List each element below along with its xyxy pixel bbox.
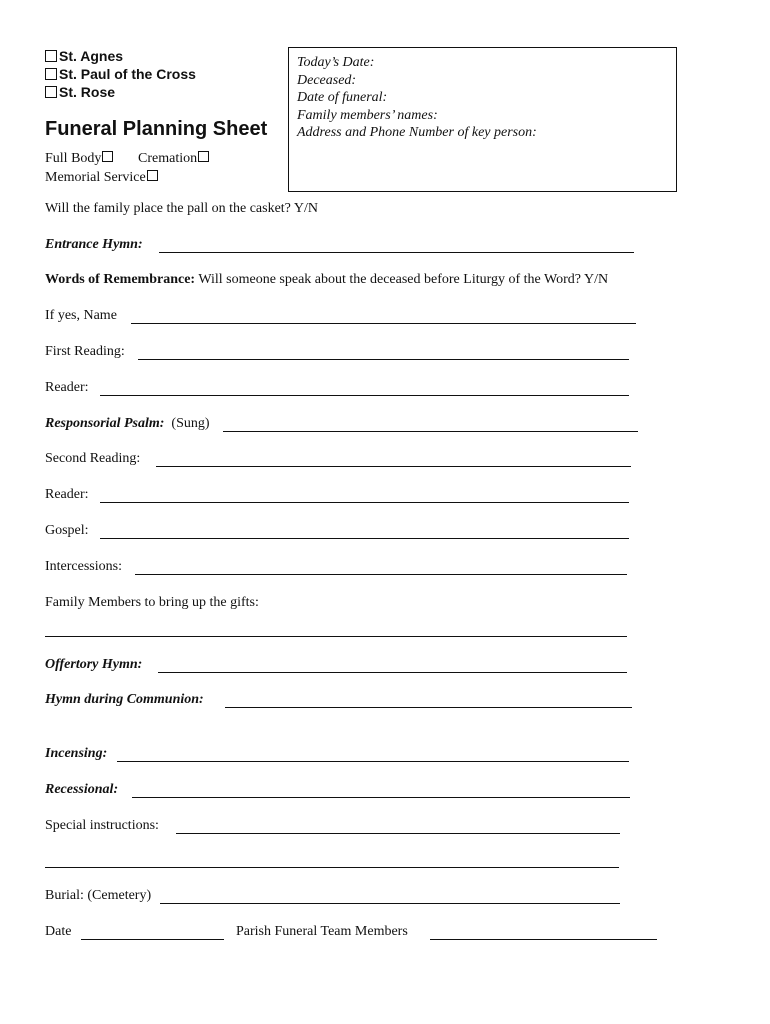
team-members-field[interactable] (430, 939, 657, 940)
date-label: Date (45, 924, 72, 939)
psalm-label: Responsorial Psalm: (45, 416, 165, 431)
offertory-label: Offertory Hymn: (45, 657, 143, 672)
reader-2-label: Reader: (45, 487, 89, 502)
option-label: Memorial Service (45, 170, 146, 185)
burial-label: Burial: (Cemetery) (45, 888, 152, 903)
reader-1-field[interactable] (100, 395, 629, 396)
key-person-label: Address and Phone Number of key person: (297, 125, 537, 140)
date-field[interactable] (81, 939, 224, 940)
second-reading-label: Second Reading: (45, 451, 141, 466)
page-title: Funeral Planning Sheet (45, 118, 268, 140)
option-full-body[interactable] (45, 151, 113, 167)
gifts-label: Family Members to bring up the gifts: (45, 595, 259, 610)
psalm-note: (Sung) (171, 416, 210, 431)
gospel-field[interactable] (100, 538, 629, 539)
communion-row (45, 690, 204, 710)
option-cremation[interactable] (138, 151, 209, 167)
checkbox-icon[interactable] (102, 151, 113, 162)
recessional-row (45, 780, 118, 800)
parish-label: St. Agnes (59, 48, 124, 64)
first-reading-label: First Reading: (45, 344, 125, 359)
gospel-label: Gospel: (45, 523, 89, 538)
parish-label: St. Paul of the Cross (59, 66, 196, 82)
pall-question: Will the family place the pall on the casket? Y/N (45, 201, 318, 216)
if-yes-label: If yes, Name (45, 308, 117, 323)
family-members-label: Family members’ names: (297, 108, 438, 123)
parish-label: St. Rose (59, 84, 116, 100)
communion-label: Hymn during Communion: (45, 692, 204, 707)
checkbox-icon[interactable] (198, 151, 209, 162)
parish-option-st-rose[interactable] (45, 83, 115, 101)
second-reading-field[interactable] (156, 466, 631, 467)
entrance-hymn-label: Entrance Hymn: (45, 237, 143, 252)
option-label: Full Body (45, 151, 102, 166)
incensing-field[interactable] (117, 761, 629, 762)
checkbox-icon[interactable] (45, 86, 57, 98)
parish-option-st-agnes[interactable] (45, 47, 123, 65)
recessional-field[interactable] (132, 797, 630, 798)
reader-1-label: Reader: (45, 380, 89, 395)
special-instructions-field-2[interactable] (45, 867, 619, 868)
intercessions-field[interactable] (135, 574, 627, 575)
option-memorial-service[interactable] (45, 170, 158, 186)
date-of-funeral-label: Date of funeral: (297, 90, 388, 105)
offertory-row (45, 655, 142, 675)
info-box[interactable] (288, 47, 677, 192)
words-of-remembrance-label: Words of Remembrance: (45, 272, 196, 287)
option-label: Cremation (138, 151, 198, 166)
team-members-label: Parish Funeral Team Members (236, 924, 408, 939)
first-reading-field[interactable] (138, 359, 629, 360)
special-instructions-field[interactable] (176, 833, 620, 834)
reader-2-field[interactable] (100, 502, 629, 503)
entrance-hymn-row (45, 235, 143, 255)
if-yes-name-field[interactable] (131, 323, 636, 324)
words-of-remembrance-row (45, 270, 608, 290)
recessional-label: Recessional: (45, 782, 119, 797)
special-instructions-label: Special instructions: (45, 818, 159, 833)
intercessions-label: Intercessions: (45, 559, 122, 574)
deceased-label: Deceased: (297, 73, 357, 88)
todays-date-label: Today’s Date: (297, 55, 375, 70)
checkbox-icon[interactable] (45, 50, 57, 62)
psalm-row (45, 414, 210, 434)
incensing-row (45, 744, 107, 764)
words-of-remembrance-question: Will someone speak about the deceased before Liturgy of the Word? Y/N (195, 272, 609, 287)
entrance-hymn-field[interactable] (159, 252, 634, 253)
checkbox-icon[interactable] (147, 170, 158, 181)
checkbox-icon[interactable] (45, 68, 57, 80)
burial-field[interactable] (160, 903, 620, 904)
gifts-field[interactable] (45, 636, 627, 637)
psalm-field[interactable] (223, 431, 638, 432)
communion-field[interactable] (225, 707, 632, 708)
offertory-field[interactable] (158, 672, 627, 673)
incensing-label: Incensing: (45, 746, 108, 761)
parish-option-st-paul[interactable] (45, 65, 196, 83)
